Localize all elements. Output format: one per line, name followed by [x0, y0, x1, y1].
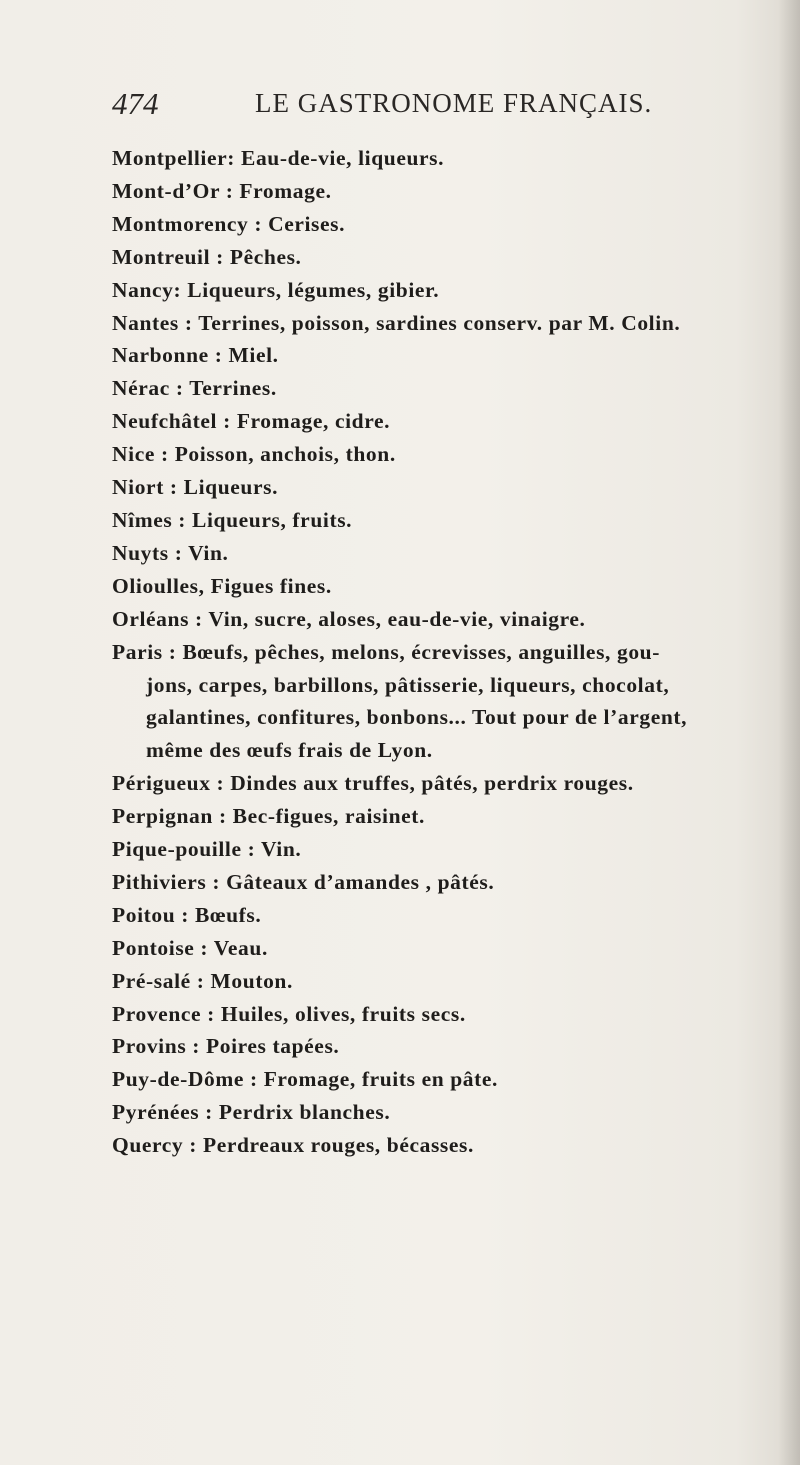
- list-item: Olioulles, Figues fines.: [112, 573, 332, 598]
- list-item: Pré-salé : Mouton.: [112, 968, 293, 993]
- page-number: 474: [112, 86, 159, 121]
- list-item: Nîmes : Liqueurs, fruits.: [112, 507, 353, 532]
- list-item-continuation: jons, carpes, barbillons, pâtisserie, liqueurs, chocolat,: [146, 672, 670, 697]
- list-item: Puy-de-Dôme : Fromage, fruits en pâte.: [112, 1067, 499, 1092]
- list-item: Nancy: Liqueurs, légumes, gibier.: [112, 277, 440, 302]
- list-item: Niort : Liqueurs.: [112, 475, 279, 500]
- list-item: Périgueux : Dindes aux truffes, pâtés, perdrix rouges.: [112, 771, 634, 796]
- list-item-continuation: galantines, confitures, bonbons... Tout pour de l’argent,: [146, 705, 688, 730]
- list-item-continuation: même des œufs frais de Lyon.: [146, 738, 433, 763]
- list-item: Perpignan : Bec-figues, raisinet.: [112, 804, 425, 829]
- list-item: Pyrénées : Perdrix blanches.: [112, 1100, 391, 1125]
- list-item: Provins : Poires tapées.: [112, 1034, 340, 1059]
- list-item: Orléans : Vin, sucre, aloses, eau-de-vie, vinaigre.: [112, 606, 586, 631]
- entry-list: [112, 142, 780, 1162]
- list-item: Poitou : Bœufs.: [112, 902, 262, 927]
- list-item: Nantes : Terrines, poisson, sardines conserv. par M. Colin.: [112, 310, 681, 335]
- list-item: Nuyts : Vin.: [112, 540, 229, 565]
- list-item: Nérac : Terrines.: [112, 376, 277, 401]
- list-item: Nice : Poisson, anchois, thon.: [112, 442, 396, 467]
- list-item: Montmorency : Cerises.: [112, 211, 346, 236]
- page-edge-shadow: [778, 0, 800, 1465]
- list-item: Neufchâtel : Fromage, cidre.: [112, 409, 391, 434]
- list-item: Pique-pouille : Vin.: [112, 837, 302, 862]
- list-item: Paris : Bœufs, pêches, melons, écrevisses, anguilles, gou-: [112, 639, 660, 664]
- page-header: [112, 86, 672, 126]
- list-item: Mont-d’Or : Fromage.: [112, 178, 332, 203]
- list-item: Pithiviers : Gâteaux d’amandes , pâtés.: [112, 869, 495, 894]
- list-item: Quercy : Perdreaux rouges, bécasses.: [112, 1133, 474, 1158]
- list-item: Montreuil : Pêches.: [112, 244, 302, 269]
- list-item: Pontoise : Veau.: [112, 935, 268, 960]
- list-item: Montpellier: Eau-de-vie, liqueurs.: [112, 146, 445, 170]
- list-item: Provence : Huiles, olives, fruits secs.: [112, 1001, 466, 1026]
- running-title: LE GASTRONOME FRANÇAIS.: [255, 88, 653, 118]
- list-item: Narbonne : Miel.: [112, 343, 279, 368]
